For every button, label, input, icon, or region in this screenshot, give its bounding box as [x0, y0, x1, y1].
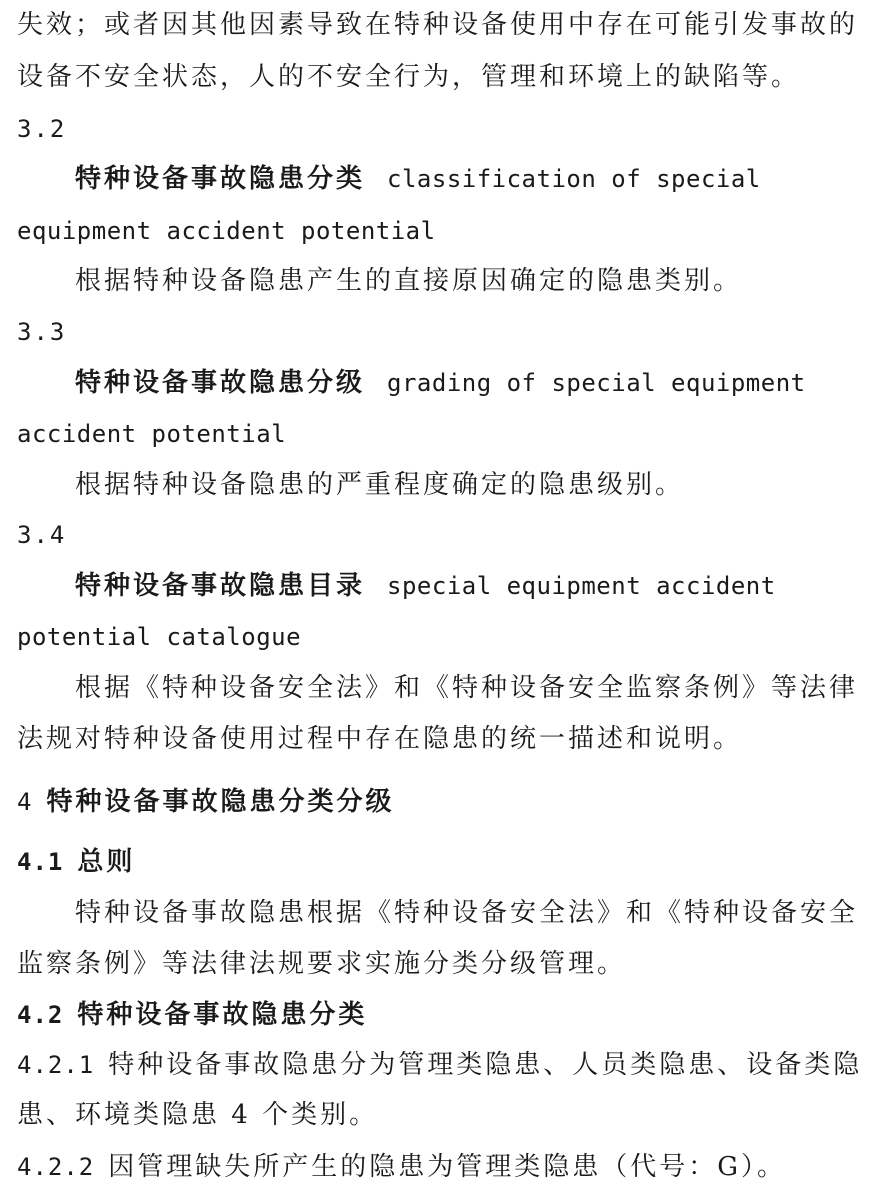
term-3-2-english: classification of special [387, 165, 761, 193]
section-4-1-title: 总则 [77, 847, 136, 877]
term-3-4-chinese: 特种设备事故隐患目录 [75, 571, 366, 601]
term-3-3-english: grading of special equipment [387, 369, 806, 397]
clause-number-3-2: 3.2 [17, 115, 67, 143]
clause-4-2-2-number: 4.2.2 [17, 1153, 95, 1181]
term-3-3-definition: 根据特种设备隐患的严重程度确定的隐患级别。 [75, 470, 685, 500]
section-4-title: 特种设备事故隐患分类分级 [46, 787, 395, 817]
clause-4-2-1-text: 特种设备事故隐患分为管理类隐患、人员类隐患、设备类隐 [108, 1050, 863, 1080]
term-3-2-definition: 根据特种设备隐患产生的直接原因确定的隐患类别。 [75, 266, 743, 296]
section-4-1-number: 4.1 [17, 848, 64, 876]
clause-4-2-1 [17, 1048, 862, 1082]
term-3-4-english: special equipment accident [387, 572, 776, 600]
term-3-4-definition-continued: 法规对特种设备使用过程中存在隐患的统一描述和说明。 [17, 724, 743, 754]
term-3-3-heading [75, 366, 806, 400]
section-4-number: 4 [17, 788, 33, 816]
section-4-1-text-continued: 监察条例》等法律法规要求实施分类分级管理。 [17, 949, 627, 979]
term-3-3-english-continued: accident potential [17, 420, 287, 448]
section-4-1-text: 特种设备事故隐患根据《特种设备安全法》和《特种设备安全 [75, 898, 859, 928]
term-3-2-chinese: 特种设备事故隐患分类 [75, 164, 366, 194]
term-3-4-english-continued: potential catalogue [17, 623, 302, 651]
section-4-heading [17, 785, 394, 819]
term-3-2-english-continued: equipment accident potential [17, 217, 436, 245]
term-3-4-heading [75, 569, 776, 603]
section-4-1-heading [17, 845, 135, 879]
paragraph-line: 设备不安全状态，人的不安全行为，管理和环境上的缺陷等。 [17, 62, 801, 92]
term-3-3-chinese: 特种设备事故隐患分级 [75, 368, 366, 398]
section-4-2-heading [17, 998, 367, 1032]
clause-4-2-1-text-continued: 患、环境类隐患 4 个类别。 [17, 1100, 379, 1130]
paragraph-line: 失效；或者因其他因素导致在特种设备使用中存在可能引发事故的 [17, 10, 859, 40]
section-4-2-title: 特种设备事故隐患分类 [77, 1000, 368, 1030]
clause-number-3-4: 3.4 [17, 521, 67, 549]
term-3-2-heading [75, 162, 761, 196]
section-4-2-number: 4.2 [17, 1001, 64, 1029]
clause-4-2-1-number: 4.2.1 [17, 1051, 95, 1079]
clause-number-3-3: 3.3 [17, 318, 67, 346]
clause-4-2-2-text: 因管理缺失所产生的隐患为管理类隐患（代号：G）。 [108, 1152, 787, 1182]
term-3-4-definition: 根据《特种设备安全法》和《特种设备安全监察条例》等法律 [75, 673, 859, 703]
clause-4-2-2 [17, 1150, 786, 1184]
